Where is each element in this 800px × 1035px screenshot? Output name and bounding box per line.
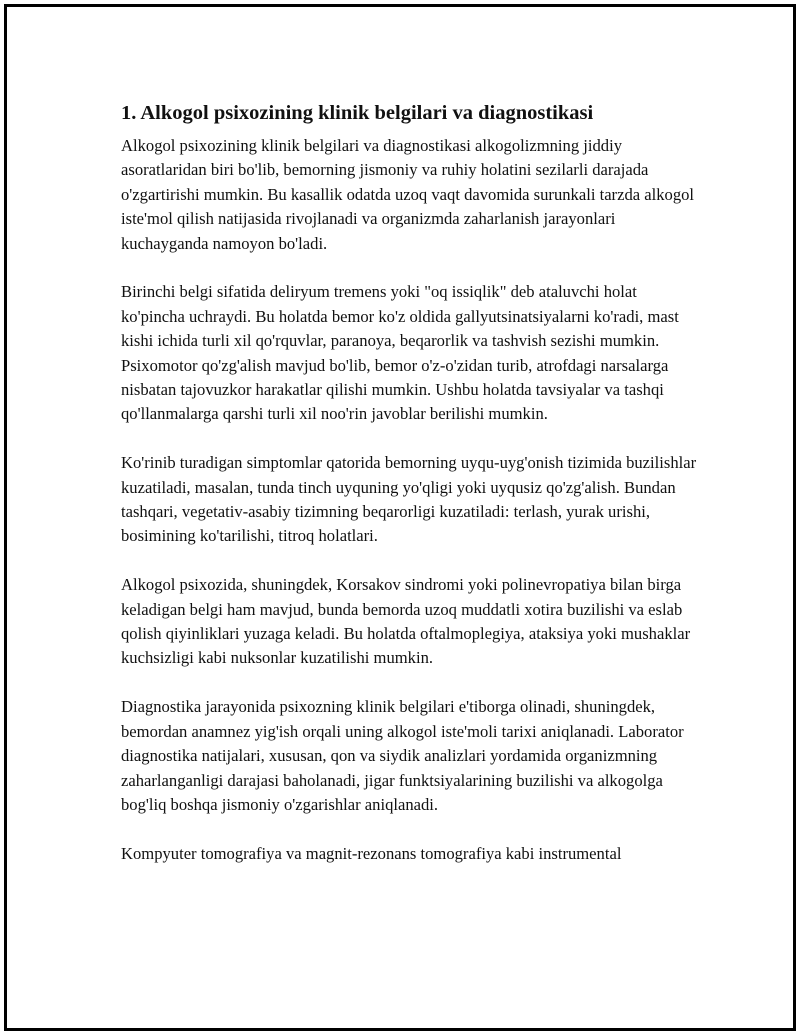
paragraph-instrumental: Kompyuter tomografiya va magnit-rezonans tomografiya kabi instrumental (121, 843, 622, 863)
paragraph-korsakov: Alkogol psixozida, shuningdek, Korsakov sindromi yoki polinevropatiya bilan birga keladigan belgi ham mavjud, bunda bemorda uzoq muddatli xotira buzilishi va eslab qolish qiyinliklari yuzaga keladi. Bu holatda oftalmoplegiya, ataksiya yoki mushaklar kuchsizligi kabi nuksonlar kuzatilishi mumkin. (121, 575, 691, 668)
paragraph-intro: Alkogol psixozining klinik belgilari va diagnostikasi alkogolizmning jiddiy asoratlaridan biri bo'lib, bemorning jismoniy va ruhiy holatini sezilarli darajada o'zgartirishi mumkin. Bu kasallik odatda uzoq vaqt davomida surunkali tarzda alkogol iste'mol qilish natijasida rivojlanadi va organizmda zaharlanish jarayonlari kuchayganda namoyon bo'ladi. (121, 136, 695, 253)
section-heading: 1. Alkogol psixozining klinik belgilari va diagnostikasi (121, 102, 594, 124)
paragraph-symptoms: Ko'rinib turadigan simptomlar qatorida bemorning uyqu-uyg'onish tizimida buzilishlar kuzatiladi, masalan, tunda tinch uyquning yo'qligi yoki uyqusiz qo'zg'alish. Bundan tashqari, vegetativ-asabiy tizimning beqarorligi kuzatiladi: terlash, yurak urishi, bosimining ko'tarilishi, titroq holatlari. (121, 453, 697, 546)
document-body (121, 99, 701, 891)
page-frame (4, 4, 796, 1031)
paragraph-diagnostics: Diagnostika jarayonida psixozning klinik belgilari e'tiborga olinadi, shuningdek, bemordan anamnez yig'ish orqali uning alkogol iste'moli tarixi aniqlanadi. Laborator diagnostika natijalari, xususan, qon va siydik analizlari yordamida organizmning zaharlanganligi darajasi baholanadi, jigar funktsiyalarining buzilishi va alkogolga bog'liq boshqa jismoniy o'zgarishlar aniqlanadi. (121, 697, 684, 814)
paragraph-delirium: Birinchi belgi sifatida deliryum tremens yoki "oq issiqlik" deb ataluvchi holat ko'pincha uchraydi. Bu holatda bemor ko'z oldida gallyutsinatsiyalarni ko'radi, mast kishi ichida turli xil qo'rquvlar, paranoya, beqarorlik va tashvish sezishi mumkin. Psixomotor qo'zg'alish mavjud bo'lib, bemor o'z-o'zidan turib, atrofdagi narsalarga nisbatan tajovuzkor harakatlar qilishi mumkin. Ushbu holatda tavsiyalar va tashqi qo'llanmalarga qarshi turli xil noo'rin javoblar berilishi mumkin. (121, 282, 679, 424)
